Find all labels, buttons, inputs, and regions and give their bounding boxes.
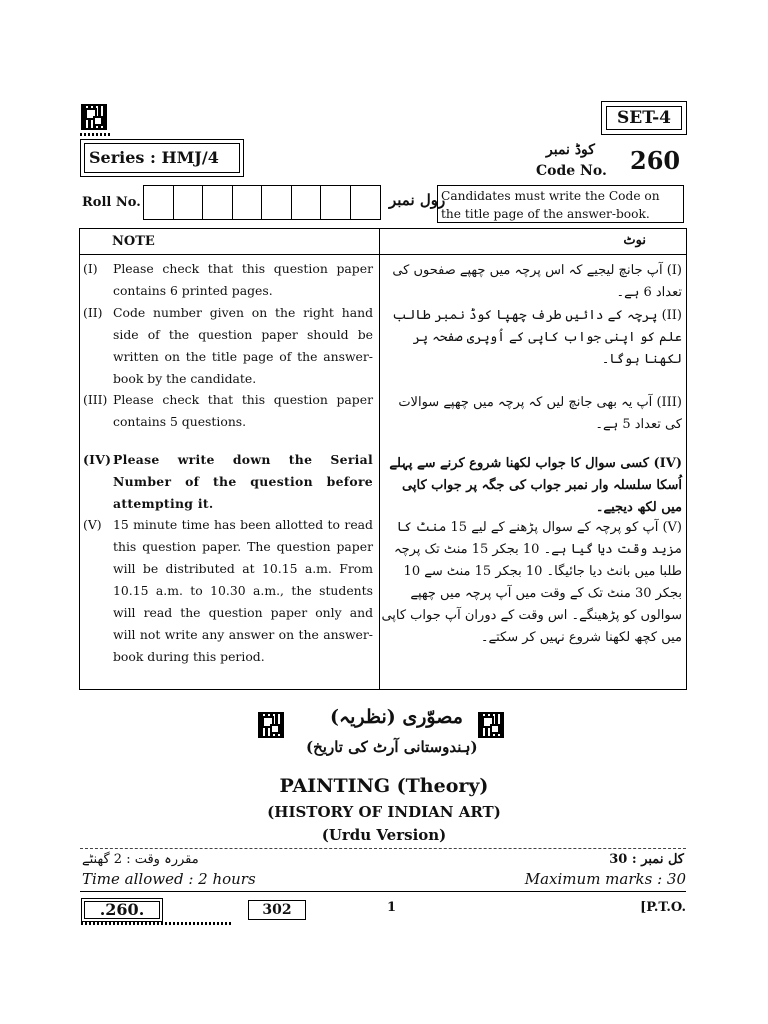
roll-cell[interactable] bbox=[262, 186, 292, 219]
code-label: Code No. bbox=[536, 163, 607, 179]
series-box bbox=[80, 139, 244, 177]
note-item: (IV) Please write down the Serial Number of the question before attempting it. bbox=[83, 452, 373, 511]
roll-label-urdu: رول نمبر bbox=[389, 191, 446, 209]
qr-caption-strip bbox=[80, 133, 112, 136]
set-box bbox=[601, 101, 687, 135]
note-item: (V) 15 minute time has been allotted to read this question paper. The question paper will be distributed at 10.15 a.m. From 10.15 a.m. to 10.30 a.m., the students will read the question paper only and will not write any answer on the answer-book during this period. bbox=[83, 517, 373, 664]
code-box-label: .260. bbox=[84, 901, 160, 919]
roll-cell[interactable] bbox=[292, 186, 322, 219]
page-number: 1 bbox=[387, 900, 397, 915]
max-marks: Maximum marks : 30 bbox=[524, 870, 686, 888]
subject-subtitle-urdu: (ہندوستانی آرٹ کی تاریخ) bbox=[306, 738, 478, 756]
code-number: 260 bbox=[630, 146, 681, 175]
time-allowed-urdu: مقررہ وقت : 2 گھنٹے bbox=[82, 852, 199, 867]
note-item-urdu: (III) آپ یہ بھی جانچ لیں کہ پرچہ میں چھپے سوالات کی تعداد 5 ہے۔ bbox=[398, 395, 682, 432]
roll-cell[interactable] bbox=[233, 186, 263, 219]
subject-version: (Urdu Version) bbox=[321, 826, 447, 844]
time-allowed: Time allowed : 2 hours bbox=[82, 870, 256, 888]
code-label-urdu: کوڈ نمبر bbox=[546, 142, 595, 158]
divider bbox=[80, 848, 686, 849]
qr-code-icon bbox=[81, 104, 107, 130]
roll-cell[interactable] bbox=[144, 186, 174, 219]
series-label: Series : HMJ/4 bbox=[84, 143, 240, 173]
roll-cell[interactable] bbox=[174, 186, 204, 219]
note-item-urdu: (II) پرچہ کے دائیں طرف چھپا کوڈ نمبر طالب علم کو اپنی جواب کاپی کے اُوپری صفحہ پر لکھنا ہوگا۔ bbox=[392, 308, 682, 367]
roll-cell[interactable] bbox=[321, 186, 351, 219]
max-marks-urdu: کل نمبر : 30 bbox=[609, 852, 684, 867]
code-strip bbox=[81, 922, 231, 925]
header-divider bbox=[80, 254, 686, 255]
note-item: (II) Code number given on the right hand side of the question paper should be written on the title page of the answer-book by the candidate. bbox=[83, 305, 373, 386]
note-item-urdu: (V) آپ کو پرچہ کے سوال پڑھنے کے لیے 15 منٹ کا مزید وقت دیا گیا ہے۔ 10 بجکر 15 منٹ تک پرچہ طلبا میں بانٹ دیا جائیگا۔ 10 بجکر 15 منٹ سے 10 بجکر 30 منٹ تک کے وقت میں آپ پرچہ میں چھپے سوالوں کو پڑھینگے۔ اس وقت کے دوران آپ جواب کاپی میں کچھ لکھنا شروع نہیں کر سکتے۔ bbox=[381, 520, 682, 645]
set-label: SET-4 bbox=[606, 106, 682, 130]
paper-code: 302 bbox=[248, 900, 306, 920]
pto-label: [P.T.O. bbox=[640, 900, 686, 915]
roll-cell[interactable] bbox=[203, 186, 233, 219]
note-table bbox=[79, 228, 687, 690]
subject-title-urdu: مصوّری (نظریہ) bbox=[330, 706, 463, 728]
code-box bbox=[81, 898, 163, 922]
note-item-urdu: (I) آپ جانچ لیجیے کہ اس پرچہ میں چھپے صفحوں کی تعداد 6 ہے۔ bbox=[392, 263, 682, 300]
note-item: (I) Please check that this question paper contains 6 printed pages. bbox=[83, 261, 373, 298]
note-title-urdu: نوٹ bbox=[623, 233, 646, 248]
qr-code-icon bbox=[478, 712, 504, 738]
qr-code-icon bbox=[258, 712, 284, 738]
note-item-urdu: (IV) کسی سوال کا جواب لکھنا شروع کرنے سے پہلے اُسکا سلسلہ وار نمبر جواب کی جگہ پر جواب کاپی میں لکھ دیجیے۔ bbox=[389, 456, 682, 515]
subject-subtitle: (HISTORY OF INDIAN ART) bbox=[267, 803, 501, 821]
candidate-note: Candidates must write the Code on the title page of the answer-book. bbox=[437, 185, 684, 223]
note-item: (III) Please check that this question paper contains 5 questions. bbox=[83, 392, 373, 429]
subject-title: PAINTING (Theory) bbox=[279, 775, 489, 797]
roll-cell[interactable] bbox=[351, 186, 381, 219]
note-title: NOTE bbox=[112, 234, 155, 249]
roll-label: Roll No. bbox=[82, 195, 141, 210]
roll-number-grid[interactable] bbox=[143, 185, 381, 220]
divider bbox=[80, 891, 686, 892]
